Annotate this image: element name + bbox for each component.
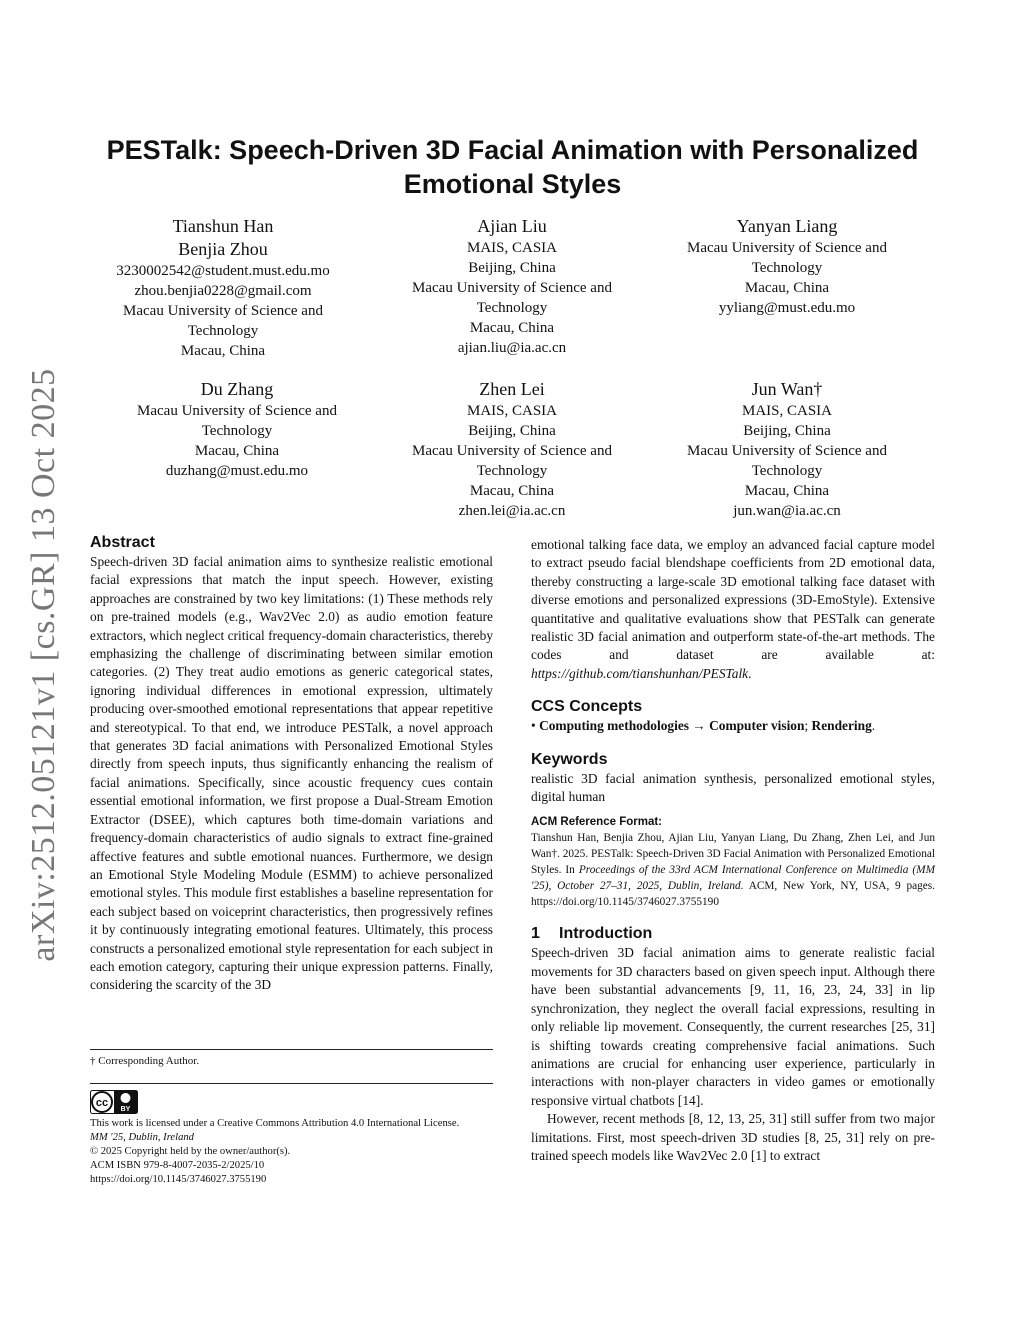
author-affiliation: Technology: [187, 323, 259, 339]
author-email: duzhang@must.edu.mo: [165, 463, 309, 479]
author-email: jun.wan@ia.ac.cn: [733, 503, 841, 519]
doi-link[interactable]: https://doi.org/10.1145/3746027.3755190: [90, 1174, 267, 1185]
author-affiliation: Macau University of Science and: [687, 240, 887, 256]
arrow-icon: →: [692, 718, 706, 734]
footnote: † Corresponding Author.: [90, 1055, 200, 1067]
author-email: zhen.lei@ia.ac.cn: [458, 503, 566, 519]
author-affiliation: Technology: [476, 463, 548, 479]
author-block: [647, 215, 927, 318]
introduction-heading: [531, 924, 935, 944]
author-block: [83, 215, 363, 361]
abstract-continued: emotional talking face data, we employ an advanced facial capture model to extract pseudo facial blendshape coefficients from 2D emotional data, thereby constructing a large-scale 3D emotional talking face dataset with diverse emotions and personalized expressions (3D-EmoStyle). Extensive quantitative and qualitative evaluations show that PESTalk can generate realistic 3D facial animation and outperform state-of-the-art methods. The codes and dataset are available at: https://github.com/tianshunhan/PESTalk.: [531, 537, 935, 681]
keywords-text: realistic 3D facial animation synthesis, personalized emotional styles, digital human: [531, 770, 935, 805]
author-affiliation: Technology: [751, 260, 823, 276]
introduction-paragraph: Speech-driven 3D facial animation aims to generate realistic facial movements for 3D characters based on given speech input. Although there have been substantial advancements [9, 11, 16, 23, 24, 33] in lip synchronization, they neglect the overall facial expressions, resulting in only reliable lip movement. Consequently, the current researches [25, 31] is shifting towards creating comprehensive facial animations. Such animations are crucial for enhancing user experience, particularly in interactions with non-player characters in video games or emotionally responsive virtual chatbots [14].: [531, 945, 935, 1108]
abstract-text: Speech-driven 3D facial animation aims to synthesize realistic emotional facial expressions that match the input speech. However, existing approaches are constrained by two key limitations: (1) These methods rely on pre-trained models (e.g., Wav2Vec 2.0) as audio emotion feature extractors, which neglect critical frequency-domain characteristics, thereby emphasizing the challenge of discriminating between similar emotion categories. (2) They treat audio emotions as generic categorical states, ignoring individual differences in emotional expression, ultimately producing over-smoothed emotional representations that appear repetitive and stereotypical. To that end, we introduce PESTalk, a novel approach that generates 3D facial animations with Personalized Emotional Styles directly from speech inputs, thus significantly enhancing the realism of facial animations. Specifically, since acoustic frequency cues contain essential emotional information, we first propose a Dual-Stream Emotion Extractor (DSEE), which captures both time-domain variations and frequency-domain characteristics of audio signals to extract fine-grained affective features and subtle emotional nuances. Furthermore, we design an Emotional Style Modeling Module (ESMM) to achieve personalized emotional styles. This module first establishes a baseline representation for each subject based on voiceprint characteristics, then progressively refines it by continuously integrating emotional features. Ultimately, this process constructs a personalized emotional style representation for each subject in each emotion category, capturing their unique expression patterns. Finally, considering the scarcity of the 3D: [90, 554, 494, 993]
left-column: [90, 533, 493, 995]
copyright: © 2025 Copyright held by the owner/author(s).: [90, 1146, 291, 1157]
acm-reference-tail: ACM, New York, NY, USA, 9 pages. https://doi.org/10.1145/3746027.3755190: [531, 880, 935, 909]
author-location: Beijing, China: [468, 423, 556, 439]
footnote-divider: [90, 1049, 493, 1050]
author-name: Yanyan Liang: [736, 216, 838, 236]
license-divider: [90, 1083, 493, 1084]
author-affiliation: Macau University of Science and: [412, 280, 612, 296]
acm-reference-heading: ACM Reference Format:: [531, 816, 662, 829]
author-location: Beijing, China: [743, 423, 831, 439]
code-link[interactable]: https://github.com/tianshunhan/PESTalk: [531, 665, 749, 681]
cc-badge-left: cc: [95, 1097, 109, 1109]
ccs-item: Computing methodologies: [539, 718, 689, 734]
author-affiliation: Macau University of Science and: [137, 403, 337, 419]
ccs-concepts: • Computing methodologies → Computer vision; Rendering.: [531, 718, 876, 734]
introduction-paragraph: However, recent methods [8, 12, 13, 25, 31] still suffer from two major limitations. First, most speech-driven 3D studies [8, 25, 31] rely on pre-trained speech models like Wav2Vec 2.0 [1] to extract: [531, 1111, 935, 1163]
paper-title: PESTalk: Speech-Driven 3D Facial Animation with Personalized Emotional Styles: [106, 135, 919, 199]
author-block: [372, 378, 652, 521]
author-email: zhou.benjia0228@gmail.com: [134, 283, 312, 299]
abstract-continued-text: emotional talking face data, we employ an advanced facial capture model to extract pseudo facial blendshape coefficients from 2D emotional data, thereby constructing a large-scale 3D emotional talking face dataset with diverse emotions and personalized expressions (3D-EmoStyle). Extensive quantitative and qualitative evaluations show that PESTalk can generate realistic 3D facial animation and outperform state-of-the-art methods. The codes and dataset are available at:: [531, 537, 935, 663]
author-block: [372, 215, 652, 358]
author-location: Macau, China: [744, 280, 830, 296]
author-location: Macau, China: [180, 343, 266, 359]
author-name: Ajian Liu: [477, 216, 547, 236]
ccs-item: Computer vision: [709, 718, 805, 734]
author-affiliation: MAIS, CASIA: [466, 403, 557, 419]
arxiv-identifier: arXiv:2512.05121v1 [cs.GR] 13 Oct 2025: [25, 368, 62, 962]
author-affiliation: Macau University of Science and: [687, 443, 887, 459]
author-email: ajian.liu@ia.ac.cn: [457, 340, 567, 356]
author-location: Macau, China: [469, 483, 555, 499]
author-location: Macau, China: [194, 443, 280, 459]
author-affiliation: Technology: [201, 423, 273, 439]
cc-by-license-icon: [90, 1090, 138, 1114]
isbn: ACM ISBN 979-8-4007-2035-2/2025/10: [90, 1160, 265, 1171]
license-statement: This work is licensed under a Creative Commons Attribution 4.0 International License.: [90, 1118, 460, 1129]
acm-reference: [531, 814, 935, 910]
author-name: Jun Wan†: [751, 379, 823, 399]
acm-reference-body: [531, 830, 935, 910]
author-name: Benjia Zhou: [178, 239, 268, 259]
author-block: [97, 378, 377, 481]
author-name: Du Zhang: [200, 379, 274, 399]
author-affiliation: Macau University of Science and: [412, 443, 612, 459]
bullet-icon: •: [531, 718, 536, 734]
acm-reference-authors: Tianshun Han, Benjia Zhou, Ajian Liu, Yanyan Liang, Du Zhang, Zhen Lei, and Jun Wan†. 2025. PESTalk: Speech-Driven 3D Facial Animation with Personalized Emotional Styles. In: [531, 832, 935, 877]
author-affiliation: Technology: [751, 463, 823, 479]
author-affiliation: Technology: [476, 300, 548, 316]
section-number: 1: [531, 925, 540, 943]
author-location: Beijing, China: [468, 260, 556, 276]
author-name: Tianshun Han: [172, 216, 274, 236]
ccs-item: Rendering: [811, 718, 872, 734]
venue: MM '25, Dublin, Ireland: [90, 1132, 194, 1143]
author-location: Macau, China: [469, 320, 555, 336]
keywords-heading: Keywords: [531, 750, 608, 768]
ccs-heading: CCS Concepts: [531, 698, 643, 716]
author-affiliation: Macau University of Science and: [123, 303, 323, 319]
author-location: Macau, China: [744, 483, 830, 499]
author-affiliation: MAIS, CASIA: [741, 403, 832, 419]
author-affiliation: MAIS, CASIA: [466, 240, 557, 256]
right-column: [531, 536, 935, 1165]
section-title: Introduction: [559, 925, 653, 943]
acm-reference-proceedings: Proceedings of the 33rd ACM International Conference on Multimedia (MM '25), October 27–31, 2025, Dublin, Ireland.: [531, 864, 935, 893]
cc-badge-right: BY: [120, 1106, 131, 1113]
abstract-heading: Abstract: [90, 534, 155, 551]
author-block: [647, 378, 927, 521]
author-email: yyliang@must.edu.mo: [718, 300, 856, 316]
license-block: [90, 1117, 500, 1187]
arxiv-stamp: [0, 0, 80, 1325]
author-email: 3230002542@student.must.edu.mo: [116, 263, 330, 279]
author-name: Zhen Lei: [479, 379, 545, 399]
